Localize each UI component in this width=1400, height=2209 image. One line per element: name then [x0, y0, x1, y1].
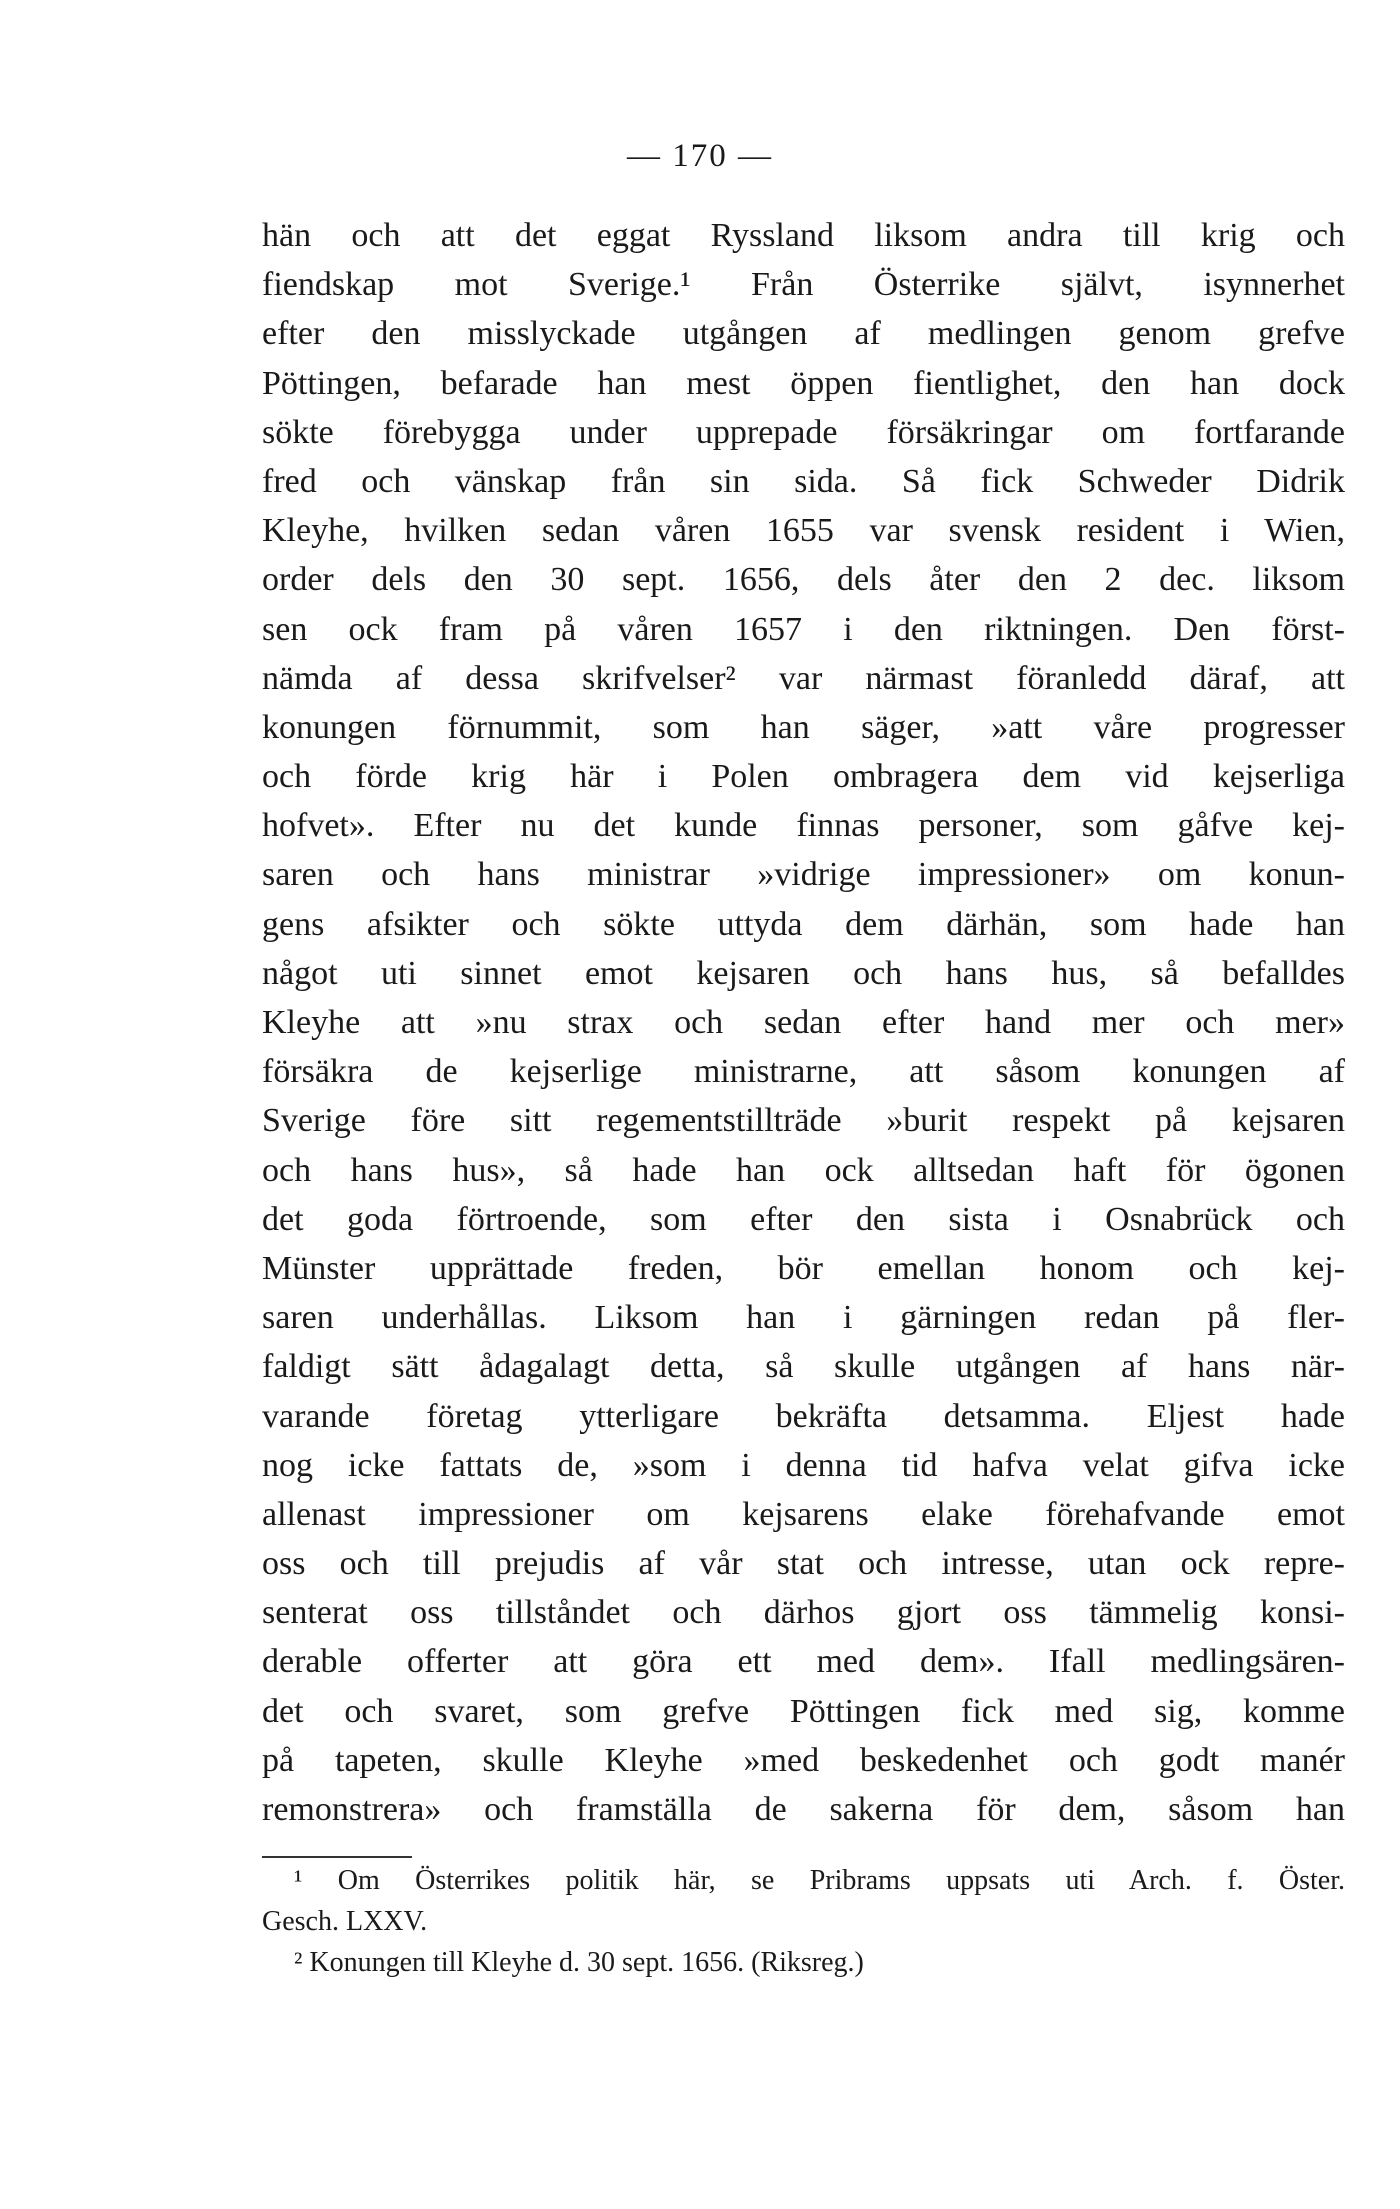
text-line: fiendskap mot Sverige.¹ Från Österrike självt, isynnerhet: [262, 266, 1345, 304]
footnote-1-continued: Gesch. LXXV.: [262, 1906, 428, 1937]
footnote-divider: [262, 1856, 412, 1858]
text-line: hän och att det eggat Ryssland liksom andra till krig och: [262, 217, 1345, 254]
text-line: varande företag ytterligare bekräfta detsamma. Eljest hade: [262, 1397, 1345, 1435]
text-line: det goda förtroende, som efter den sista i Osnabrück och: [262, 1200, 1345, 1238]
text-line: nog icke fattats de, »som i denna tid hafva velat gifva icke: [262, 1446, 1345, 1484]
text-line: hofvet». Efter nu det kunde finnas personer, som gåfve kej-: [262, 807, 1345, 845]
page-number: — 170 —: [627, 138, 773, 174]
text-line: Kleyhe att »nu strax och sedan efter hand mer och mer»: [262, 1004, 1345, 1041]
footnotes: [262, 1860, 1345, 1983]
text-line: allenast impressioner om kejsarens elake förehafvande emot: [262, 1495, 1345, 1533]
text-line: order dels den 30 sept. 1656, dels åter den 2 dec. liksom: [262, 561, 1345, 599]
text-line: sen ock fram på våren 1657 i den riktningen. Den först-: [262, 610, 1345, 648]
text-line: Kleyhe, hvilken sedan våren 1655 var svensk resident i Wien,: [262, 512, 1345, 550]
text-line: fred och vänskap från sin sida. Så fick Schweder Didrik: [262, 462, 1345, 500]
text-line: Münster upprättade freden, bör emellan honom och kej-: [262, 1249, 1345, 1287]
text-line: Sverige före sitt regementstillträde »burit respekt på kejsaren: [262, 1102, 1345, 1140]
text-line: Pöttingen, befarade han mest öppen fientlighet, den han dock: [262, 364, 1345, 402]
text-line: remonstrera» och framställa de sakerna för dem, såsom han: [262, 1791, 1345, 1828]
text-line: och hans hus», så hade han ock alltsedan haft för ögonen: [262, 1151, 1345, 1189]
text-line: det och svaret, som grefve Pöttingen fick med sig, komme: [262, 1692, 1345, 1730]
text-line: derable offerter att göra ett med dem». Ifall medlingsären-: [262, 1643, 1345, 1681]
text-line: gens afsikter och sökte uttyda dem därhän, som hade han: [262, 905, 1345, 943]
text-line: saren underhållas. Liksom han i gärningen redan på fler-: [262, 1299, 1345, 1337]
body-text: [262, 211, 1345, 1834]
text-line: försäkra de kejserlige ministrarne, att såsom konungen af: [262, 1053, 1345, 1091]
text-line: oss och till prejudis af vår stat och intresse, utan ock repre-: [262, 1545, 1345, 1583]
text-line: på tapeten, skulle Kleyhe »med beskedenhet och godt manér: [262, 1741, 1345, 1779]
text-line: efter den misslyckade utgången af medlingen genom grefve: [262, 315, 1345, 353]
text-line: faldigt sätt ådagalagt detta, så skulle utgången af hans när-: [262, 1348, 1345, 1386]
text-line: något uti sinnet emot kejsaren och hans hus, så befalldes: [262, 954, 1345, 992]
text-line: konungen förnummit, som han säger, »att våre progresser: [262, 708, 1345, 746]
footnote-1: ¹ Om Österrikes politik här, se Pribrams uppsats uti Arch. f. Öster.: [294, 1865, 1345, 1896]
text-line: sökte förebygga under upprepade försäkringar om fortfarande: [262, 413, 1345, 451]
text-line: saren och hans ministrar »vidrige impressioner» om konun-: [262, 856, 1345, 894]
text-line: och förde krig här i Polen ombragera dem vid kejserliga: [262, 758, 1345, 796]
text-line: senterat oss tillståndet och därhos gjort oss tämmelig konsi-: [262, 1594, 1345, 1632]
text-line: nämda af dessa skrifvelser² var närmast föranledd däraf, att: [262, 659, 1345, 697]
footnote-2: ² Konungen till Kleyhe d. 30 sept. 1656. (Riksreg.): [294, 1947, 864, 1978]
